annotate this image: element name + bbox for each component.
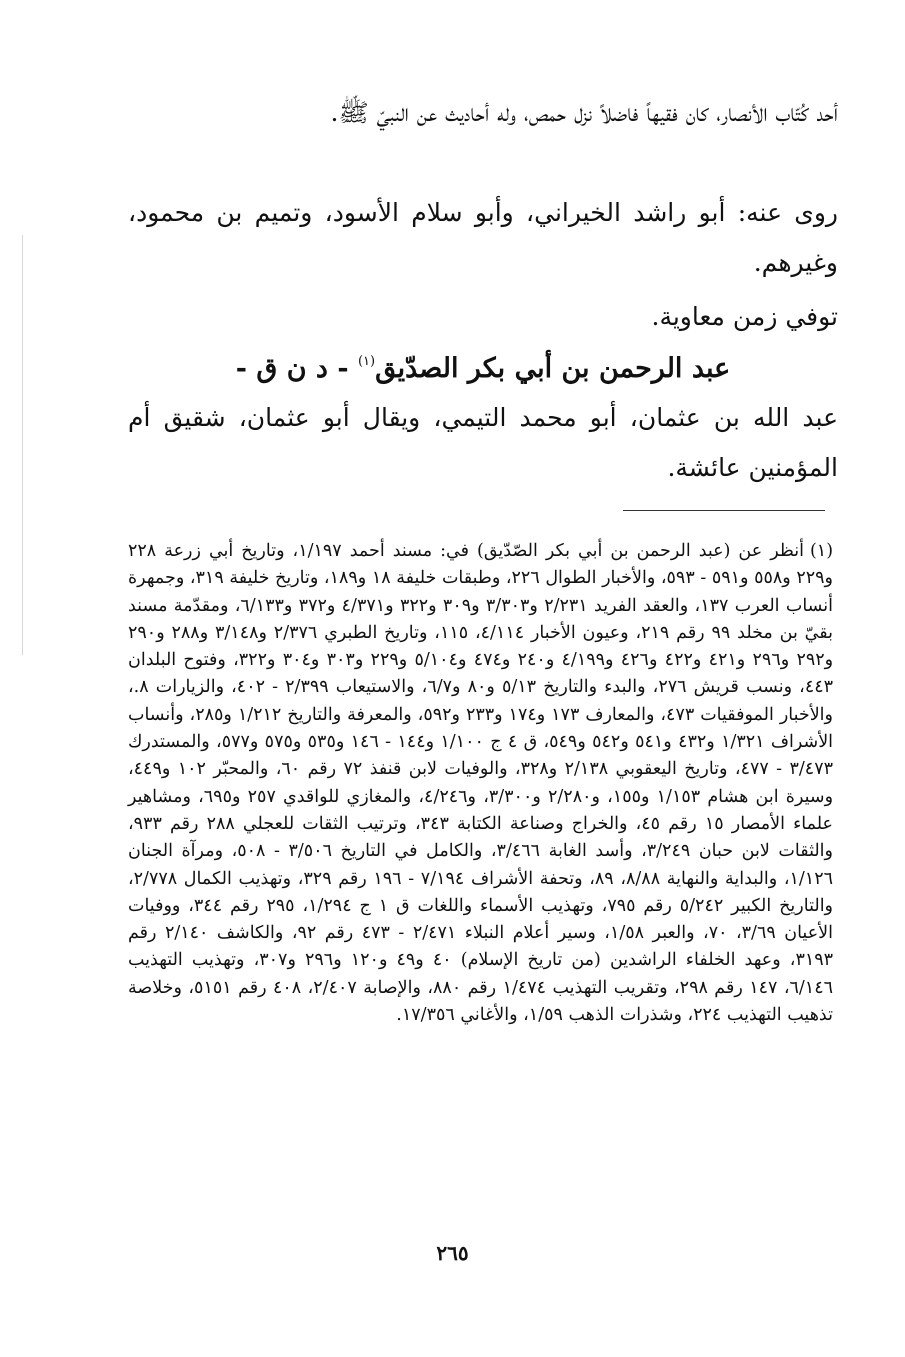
- footnote-reference: (١): [357, 354, 376, 369]
- scan-margin-line: [22, 235, 23, 655]
- entry-heading: [128, 340, 838, 391]
- footnote-text: أنظر عن (عبد الرحمن بن أبي بكر الصّدّيق) في: مسند أحمد ١/١٩٧، وتاريخ أبي زرعة ٢٢٨ و٢٢٩ و٥٥٨ و٥٩١ - ٥٩٣، والأخبار الطوال ٢٢٦، وطبقات خليفة ١٨ و١٨٩، وتاريخ خليفة ٣١٩، وجمهرة أنساب العرب ١٣٧، والعقد الفريد ٢/٢٣١ و٣/٣٠٣ و٣٠٩ و٣٢٢ و٤/٣٧١ و٣٧٢ و٦/١٣٣، ومقدّمة مسند بقيّ بن مخلد ٩٩ رقم ٢١٩، وعيون الأخبار ٤/١١٤، ١١٥، وتاريخ الطبري ٢/٣٧٦ و٣/١٤٨ و٢٨٨ و٢٩٠ و٢٩٢ و٢٩٦ و٤٢١ و٤٢٢ و٤٢٦ و٤/١٩٩ و٢٤٠ و٤٧٤ و٥/١٠٤ و٢٢٩ و٣٠٣ و٣٠٤ و٣٢٢، وفتوح البلدان ٤٤٣، ونسب قريش ٢٧٦، والبدء والتاريخ ٥/١٣ و٨٠ و٦/٧، والاستيعاب ٢/٣٩٩ - ٤٠٢، والزيارات ٨.، والأخبار الموفقيات ٤٧٣، والمعارف ١٧٣ و١٧٤ و٢٣٣ و٥٩٢، والمعرفة والتاريخ ١/٢١٢ و٢٨٥، وأنساب الأشراف ١/٣٢١ و٤٣٢ و٥٤١ و٥٤٢ و٥٤٩، ق ٤ ج ١/١٠٠ و١٤٤ - ١٤٦ و٥٣٥ و٥٧٥ و٥٧٧، والمستدرك ٣/٤٧٣ - ٤٧٧، وتاريخ اليعقوبي ٢/١٣٨ و٣٢٨، والوفيات لابن قنفذ ٧٢ رقم ٦٠، والمحبّر ١٠٢ و٤٤٩، وسيرة ابن هشام ١/١٥٣ و١٥٥، و٢/٢٨٠ و٣/٣٠٠، و٤/٢٤٦، والمغازي للواقدي ٢٥٧ و٦٩٥، ومشاهير علماء الأمصار ١٥ رقم ٤٥، والخراج وصناعة الكتابة ٣٤٣، وترتيب الثقات للعجلي ٢٨٨ رقم ٩٣٣، والثقات لابن حبان ٣/٢٤٩، وأسد الغابة ٣/٤٦٦، والكامل في التاريخ ٣/٥٠٦ - ٥٠٨، ومرآة الجنان ١/١٢٦، والبداية والنهاية ٨/٨٨، ٨٩، وتحفة الأشراف ٧/١٩٤ - ١٩٦ رقم ٣٢٩، وتهذيب الكمال ٢/٧٧٨، والتاريخ الكبير ٥/٢٤٢ رقم ٧٩٥، وتهذيب الأسماء واللغات ق ١ ج ١/٢٩٤، ٢٩٥ رقم ٣٤٤، ووفيات الأعيان ٣/٦٩، ٧٠، والعبر ١/٥٨، وسير أعلام النبلاء ٢/٤٧١ - ٤٧٣ رقم ٩٢، والكاشف ٢/١٤٠ رقم ٣١٩٣، وعهد الخلفاء الراشدين (من تاريخ الإسلام) ٤٠ و٤٩ و١٢٠ و٢٩٦ و٣٠٧، وتهذيب التهذيب ٦/١٤٦، ١٤٧ رقم ٢٩٨، وتقريب التهذيب ١/٤٧٤ رقم ٨٨٠، والإصابة ٢/٤٠٧، ٤٠٨ رقم ٥١٥١، وخلاصة تذهيب التهذيب ٢٢٤، وشذرات الذهب ١/٥٩، والأغاني ١٧/٣٥٦.: [128, 541, 834, 1026]
- narrators-paragraph: روى عنه: أبو راشد الخيراني، وأبو سلام الأسود، وتميم بن محمود، وغيرهم.: [128, 198, 838, 277]
- entry-heading-name: عبد الرحمن بن أبي بكر الصدّيق: [375, 353, 731, 384]
- page-number: ٢٦٥: [436, 1241, 469, 1265]
- entry-heading-codes: - د ن ق -: [235, 353, 349, 384]
- footnote-number: (١): [809, 541, 834, 561]
- entry-paragraph: عبد الله بن عثمان، أبو محمد التيمي، ويقال أبو عثمان، شقيق أم المؤمنين عائشة.: [128, 403, 838, 482]
- death-paragraph: توفي زمن معاوية.: [651, 302, 838, 331]
- footnote: [128, 538, 833, 1029]
- biography-paragraph-1: أحد كُتّاب الأنصار، كان فقيهاً فاضلاً نزل حمص، وله أحاديث عن النبيّ ﷺ.: [330, 98, 838, 127]
- footnote-separator: [623, 510, 825, 511]
